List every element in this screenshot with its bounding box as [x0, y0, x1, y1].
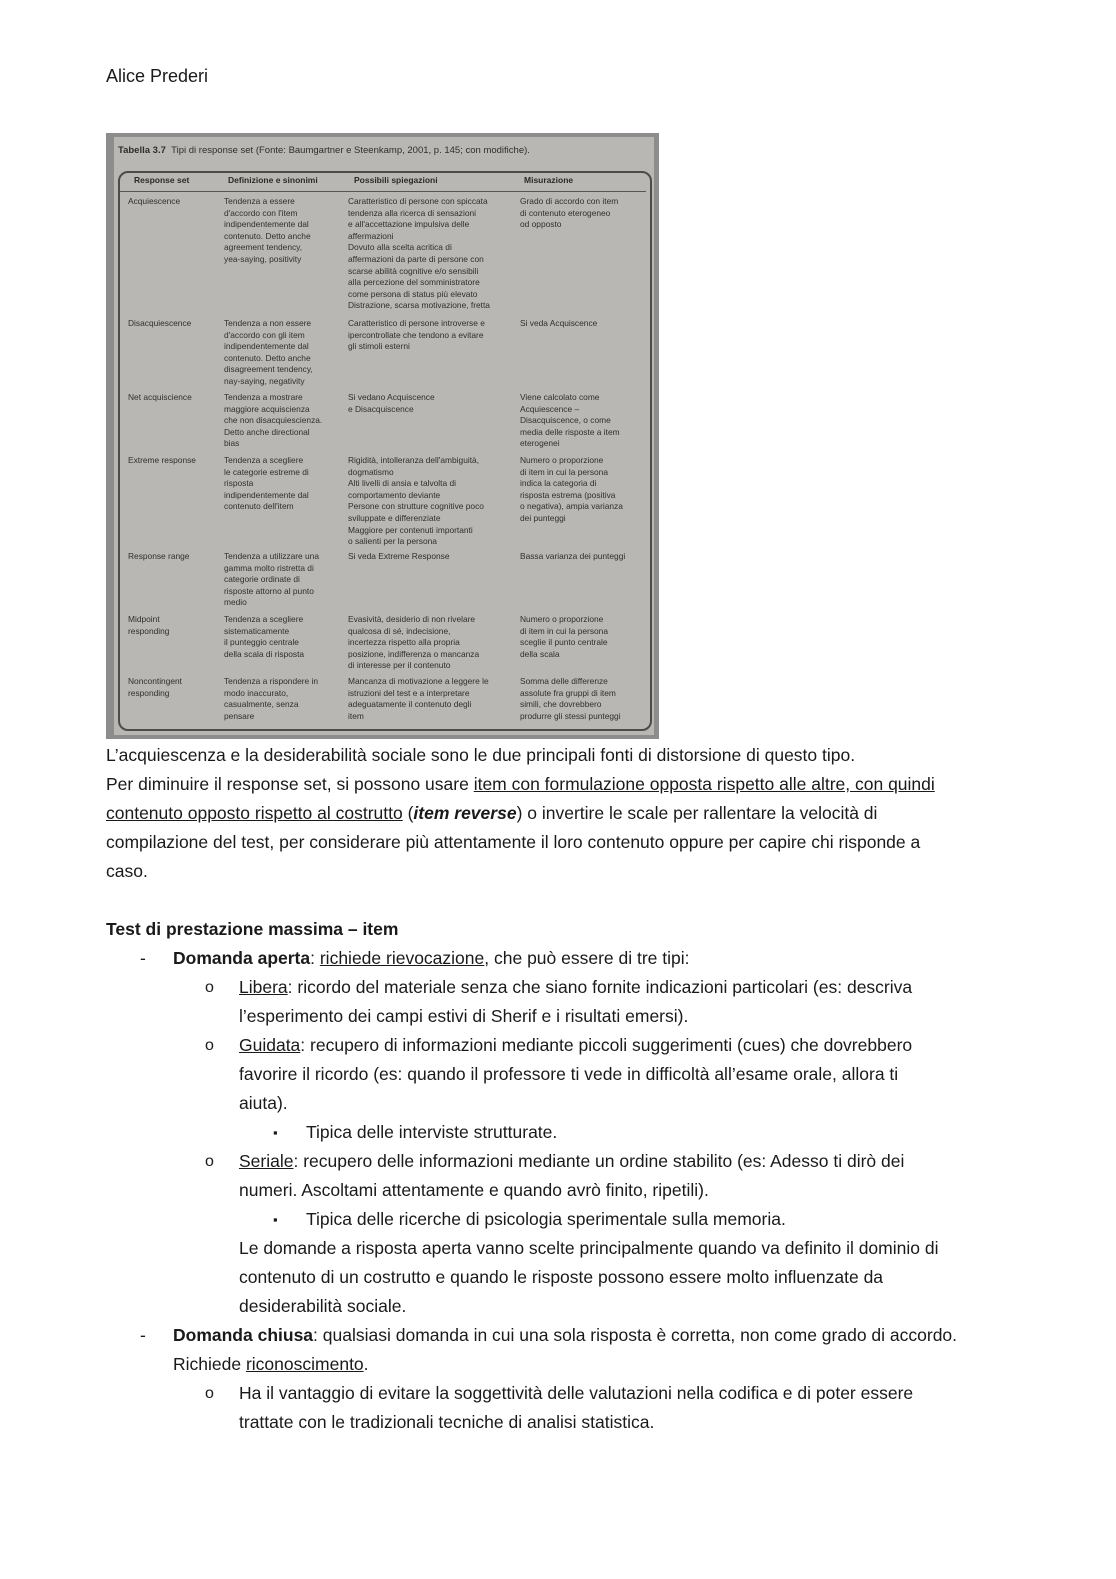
table-cell-definition: Tendenza a utilizzare una gamma molto ristretta di categorie ordinate di risposte attorno al punto medio	[224, 551, 319, 608]
table-cell-explanation: Caratteristico di persone con spiccata tendenza alla ricerca di sensazioni e all'accettazione impulsiva delle affermazioni Dovuto alla scelta acritica di affermazioni da parte di persone con scarse abilità cognitive e/o sensibili alla percezione del somministratore come persona di status più elevato Distrazione, scarsa motivazione, fretta	[348, 196, 490, 311]
text-run: .	[363, 1354, 369, 1374]
table-cell-measure: Viene calcolato come Acquiescence – Disacquiscence, o come media delle risposte a item eterogenei	[520, 392, 620, 449]
table-cell-explanation: Mancanza di motivazione a leggere le istruzioni del test e a interpretare adeguatamente il contenuto degli item	[348, 676, 489, 721]
text-run: : recupero delle informazioni mediante un ordine stabilito (es: Adesso ti dirò dei	[293, 1151, 905, 1171]
guidata-note: Tipica delle interviste strutturate.	[306, 1122, 558, 1142]
table-header: Definizione e sinonimi	[228, 175, 318, 185]
table-cell-explanation: Rigidità, intolleranza dell'ambiguità, dogmatismo Alti livelli di ansia e talvolta di comportamento deviante Persone con strutture cognitive poco sviluppate e differenziate Maggiore per contenuti importanti o salienti per la persona	[348, 455, 484, 547]
table-cell-definition: Tendenza a scegliere le categorie estreme di risposta indipendentemente dal contenuto dell'item	[224, 455, 309, 512]
text-run: :	[310, 948, 320, 968]
table-cell-explanation: Si veda Extreme Response	[348, 551, 450, 561]
paragraph-response-set-line	[106, 770, 935, 799]
underlined-text: Guidata	[239, 1035, 301, 1055]
text-run: , che può essere di tre tipi:	[484, 948, 690, 968]
sub-item-guidata	[239, 1031, 912, 1060]
open-question-note: desiderabilità sociale.	[239, 1296, 407, 1316]
sub-item-guidata-cont: favorire il ricordo (es: quando il professore ti vede in difficoltà all’esame orale, allora ti	[239, 1064, 899, 1084]
table-cell-set: Net acquiscience	[128, 392, 192, 402]
list-dash: -	[140, 948, 146, 968]
list-dash: -	[140, 1325, 146, 1345]
table-cell-set: Acquiescence	[128, 196, 181, 206]
table-cell-set: Disacquiescence	[128, 318, 192, 328]
sub-item-libera-cont: l’esperimento dei campi estivi di Sherif e i risultati emersi).	[239, 1006, 689, 1026]
table-cell-measure: Numero o proporzione di item in cui la persona sceglie il punto centrale della scala	[520, 614, 608, 659]
open-question-title: Domanda aperta	[173, 948, 311, 968]
text-run: ) o invertire le scale per rallentare la velocità di	[516, 803, 878, 823]
open-question-note: Le domande a risposta aperta vanno scelte principalmente quando va definito il dominio di	[239, 1238, 939, 1258]
item-reverse-term: item reverse	[413, 803, 517, 823]
section-title: Test di prestazione massima – item	[106, 919, 399, 939]
sub-bullet: o	[205, 979, 214, 996]
sub-item-libera	[239, 973, 912, 1002]
table-cell-measure: Grado di accordo con item di contenuto eterogeneo od opposto	[520, 196, 619, 230]
sub-item-guidata-cont: aiuta).	[239, 1093, 288, 1113]
table-cell-measure: Bassa varianza dei punteggi	[520, 551, 626, 561]
sub-bullet: o	[205, 1385, 214, 1402]
table-header: Possibili spiegazioni	[354, 175, 438, 185]
underlined-text: riconoscimento	[245, 1354, 364, 1374]
seriale-note: Tipica delle ricerche di psicologia sperimentale sulla memoria.	[306, 1209, 786, 1229]
underlined-text: item con formulazione opposta rispetto alle altre, con quindi	[473, 774, 935, 794]
underlined-text: richiede rievocazione	[319, 948, 485, 968]
paragraph-acquiescence: L’acquiescenza e la desiderabilità sociale sono le due principali fonti di distorsione di questo tipo.	[106, 745, 856, 765]
underlined-text: Seriale	[239, 1151, 294, 1171]
list-item-closed-question	[173, 1321, 957, 1350]
text-run: : recupero di informazioni mediante piccoli suggerimenti (cues) che dovrebbero	[300, 1035, 913, 1055]
table-cell-definition: Tendenza a scegliere sistematicamente il punteggio centrale della scala di risposta	[224, 614, 305, 659]
table-header: Response set	[134, 175, 190, 185]
table-cell-definition: Tendenza a essere d'accordo con l'item indipendentemente dal contenuto. Detto anche agreement tendency, yea-saying, positivity	[224, 196, 311, 264]
table-cell-definition: Tendenza a rispondere in modo inaccurato, casualmente, senza pensare	[224, 676, 319, 721]
closed-advantage-cont: trattate con le tradizionali tecniche di analisi statistica.	[239, 1412, 655, 1432]
table-cell-definition: Tendenza a mostrare maggiore acquiscienza che non disacquiescienza. Detto anche directional bias	[224, 392, 323, 449]
text-run: Richiede	[173, 1354, 246, 1374]
text-run: : ricordo del materiale senza che siano fornite indicazioni particolari (es: descriva	[287, 977, 913, 997]
square-bullet: ▪	[273, 1212, 278, 1227]
closed-question-title: Domanda chiusa	[173, 1325, 314, 1345]
underlined-text: contenuto opposto rispetto al costrutto	[106, 803, 403, 823]
list-item-open-question	[173, 944, 690, 973]
sub-item-seriale	[239, 1147, 904, 1176]
table-cell-measure: Somma delle differenze assolute fra gruppi di item simili, che dovrebbero produrre gli stessi punteggi	[520, 676, 621, 721]
table-cell-definition: Tendenza a non essere d'accordo con gli item indipendentemente dal contenuto. Detto anche disagreement tendency, nay-saying, negativity	[224, 318, 313, 386]
paragraph-response-set-line	[106, 799, 877, 828]
text-run: : qualsiasi domanda in cui una sola risposta è corretta, non come grado di accordo.	[313, 1325, 958, 1345]
table-sheet	[114, 137, 654, 735]
table-header-rule	[120, 191, 646, 192]
square-bullet: ▪	[273, 1125, 278, 1140]
table-cell-measure: Si veda Acquiscence	[520, 318, 598, 328]
table-cell-explanation: Evasività, desiderio di non rivelare qualcosa di sé, indecisione, incertezza rispetto alla propria posizione, indifferenza o mancanza di interesse per il contenuto	[348, 614, 480, 671]
table-cell-explanation: Caratteristico di persone introverse e ipercontrollate che tendono a evitare gli stimoli esterni	[348, 318, 485, 352]
sub-bullet: o	[205, 1153, 214, 1170]
author-name: Alice Prederi	[106, 66, 209, 86]
table-cell-set: Midpoint responding	[128, 614, 170, 636]
sub-item-seriale-cont: numeri. Ascoltami attentamente e quando avrò finito, ripetili).	[239, 1180, 709, 1200]
table-header: Misurazione	[524, 175, 574, 185]
table-caption-text: Tipi di response set (Fonte: Baumgartner e Steenkamp, 2001, p. 145; con modifiche).	[171, 145, 530, 156]
table-cell-measure: Numero o proporzione di item in cui la persona indica la categoria di risposta estrema (positiva o negativa), ampia varianza dei punteggi	[520, 455, 623, 523]
table-cell-set: Noncontingent responding	[128, 676, 183, 698]
text-run: Per diminuire il response set, si possono usare	[106, 774, 474, 794]
sub-bullet: o	[205, 1037, 214, 1054]
text-run: (	[402, 803, 414, 823]
open-question-note: contenuto di un costrutto e quando le risposte possono essere molto influenzate da	[239, 1267, 884, 1287]
table-photo	[106, 133, 659, 739]
table-cell-explanation: Si vedano Acquiscence e Disacquiscence	[348, 392, 435, 414]
underlined-text: Libera	[239, 977, 288, 997]
table-caption	[118, 145, 530, 156]
closed-advantage: Ha il vantaggio di evitare la soggettività delle valutazioni nella codifica e di poter essere	[239, 1383, 914, 1403]
table-label: Tabella 3.7	[118, 145, 166, 156]
paragraph-response-set-line: caso.	[106, 861, 148, 881]
table-cell-set: Extreme response	[128, 455, 196, 465]
closed-question-cont	[173, 1350, 369, 1379]
paragraph-response-set-line: compilazione del test, per considerare più attentamente il loro contenuto oppure per capire chi risponde a	[106, 832, 921, 852]
table-cell-set: Response range	[128, 551, 190, 561]
